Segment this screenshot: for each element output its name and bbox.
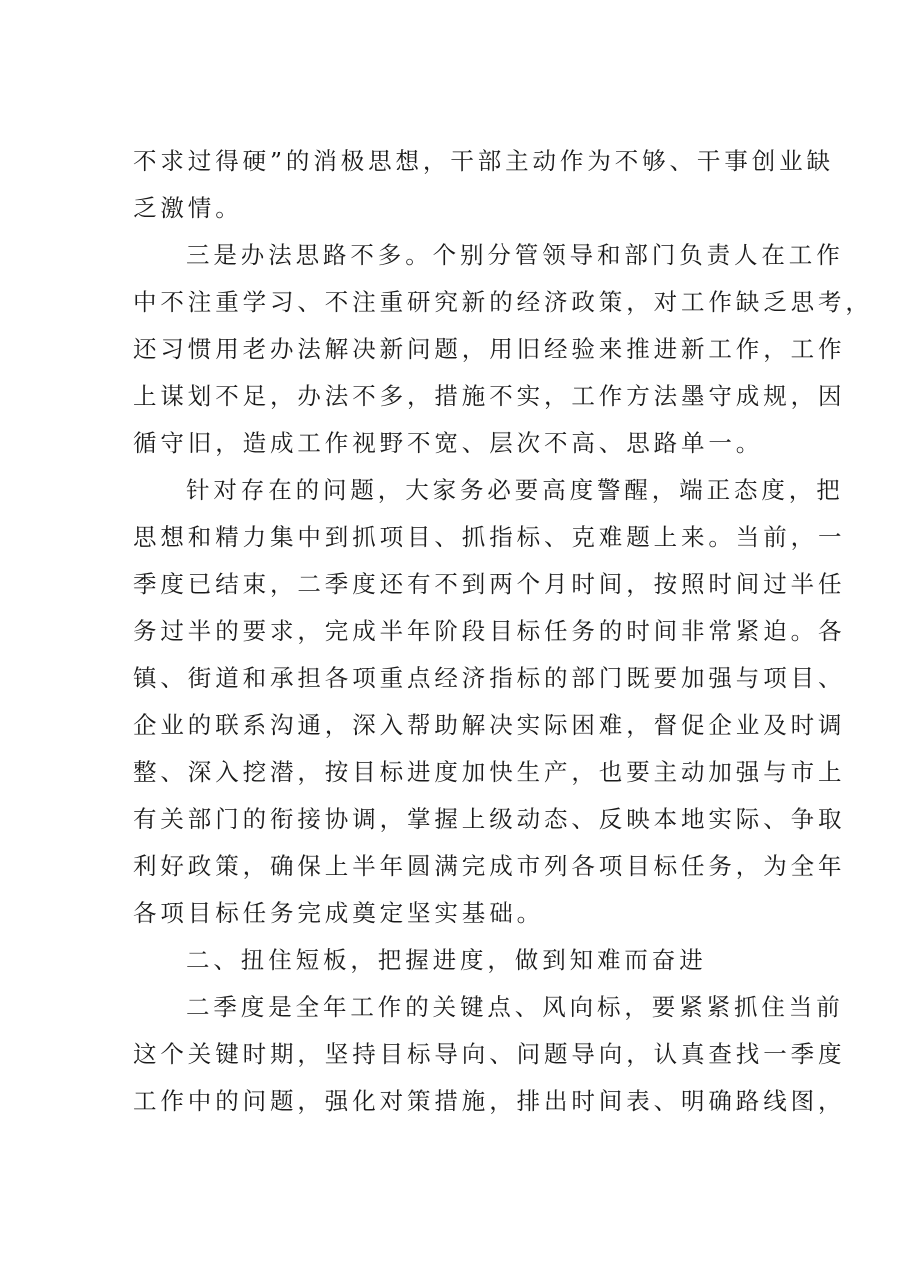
text-line: 思想和精力集中到抓项目、抓指标、克难题上来。当前，一	[133, 523, 846, 551]
text-line: 利好政策，确保上半年圆满完成市列各项目标任务，为全年	[133, 852, 846, 880]
text-line: 中不注重学习、不注重研究新的经济政策，对工作缺乏思考，	[133, 288, 873, 316]
document-body	[133, 138, 873, 1125]
text-line: 各项目标任务完成奠定坚实基础。	[133, 899, 544, 927]
text-line: 整、深入挖潜，按目标进度加快生产，也要主动加强与市上	[133, 758, 846, 786]
paragraph-first-line: 针对存在的问题，大家务必要高度警醒，端正态度，把	[186, 476, 844, 504]
text-line: 企业的联系沟通，深入帮助解决实际困难，督促企业及时调	[133, 711, 846, 739]
text-line: 有关部门的衔接协调，掌握上级动态、反映本地实际、争取	[133, 805, 846, 833]
paragraph-first-line: 二、扭住短板，把握进度，做到知难而奋进	[186, 946, 707, 974]
paragraph-first-line: 三是办法思路不多。个别分管领导和部门负责人在工作	[186, 241, 844, 269]
text-line: 还习惯用老办法解决新问题，用旧经验来推进新工作，工作	[133, 335, 846, 363]
text-line: 不求过得硬”的消极思想，干部主动作为不够、干事创业缺	[133, 147, 834, 175]
text-line: 循守旧，造成工作视野不宽、层次不高、思路单一。	[133, 429, 764, 457]
text-line: 工作中的问题，强化对策措施，排出时间表、明确路线图，	[133, 1087, 846, 1115]
text-line: 季度已结束，二季度还有不到两个月时间，按照时间过半任	[133, 570, 846, 598]
text-line: 这个关键时期，坚持目标导向、问题导向，认真查找一季度	[133, 1040, 846, 1068]
text-line: 务过半的要求，完成半年阶段目标任务的时间非常紧迫。各	[133, 617, 846, 645]
text-line: 镇、街道和承担各项重点经济指标的部门既要加强与项目、	[133, 664, 846, 692]
paragraph-first-line: 二季度是全年工作的关键点、风向标，要紧紧抓住当前	[186, 993, 844, 1021]
text-line: 乏激情。	[133, 194, 243, 222]
text-line: 上谋划不足，办法不多，措施不实，工作方法墨守成规，因	[133, 382, 846, 410]
